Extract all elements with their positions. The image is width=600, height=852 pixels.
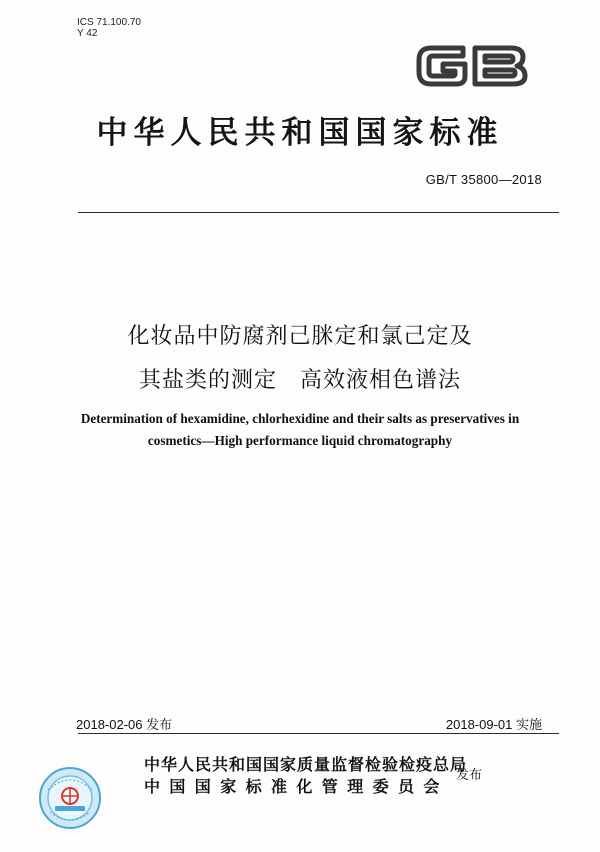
- issuer-line-1: 中华人民共和国国家质量监督检验检疫总局: [144, 755, 468, 774]
- ccs-code: Y 42: [77, 28, 98, 39]
- english-title-line-1: Determination of hexamidine, chlorhexidine and their salts as preservatives in: [80, 411, 520, 426]
- gb-logo: [413, 40, 531, 92]
- anti-counterfeit-seal-icon: [38, 766, 102, 830]
- bottom-divider: [78, 733, 559, 734]
- issuer-line-2: 中国国家标准化管理委员会: [144, 777, 449, 796]
- chinese-title-line-2: 其盐类的测定 高效液相色谱法: [138, 368, 461, 393]
- ics-code: ICS 71.100.70: [77, 17, 141, 28]
- classification-codes: [77, 17, 141, 39]
- standard-category-title: 中华人民共和国国家标准: [96, 115, 504, 151]
- issue-date: 2018-02-06 发布: [76, 717, 173, 732]
- issued-label: 发布: [456, 768, 483, 783]
- implementation-date: 2018-09-01 实施: [445, 717, 542, 732]
- top-divider: [78, 212, 559, 213]
- chinese-title-line-1: 化妆品中防腐剂己脒定和氯己定及: [127, 324, 473, 349]
- standard-number: GB/T 35800—2018: [425, 172, 542, 187]
- english-title-line-2: cosmetics—High performance liquid chromatography: [147, 433, 453, 448]
